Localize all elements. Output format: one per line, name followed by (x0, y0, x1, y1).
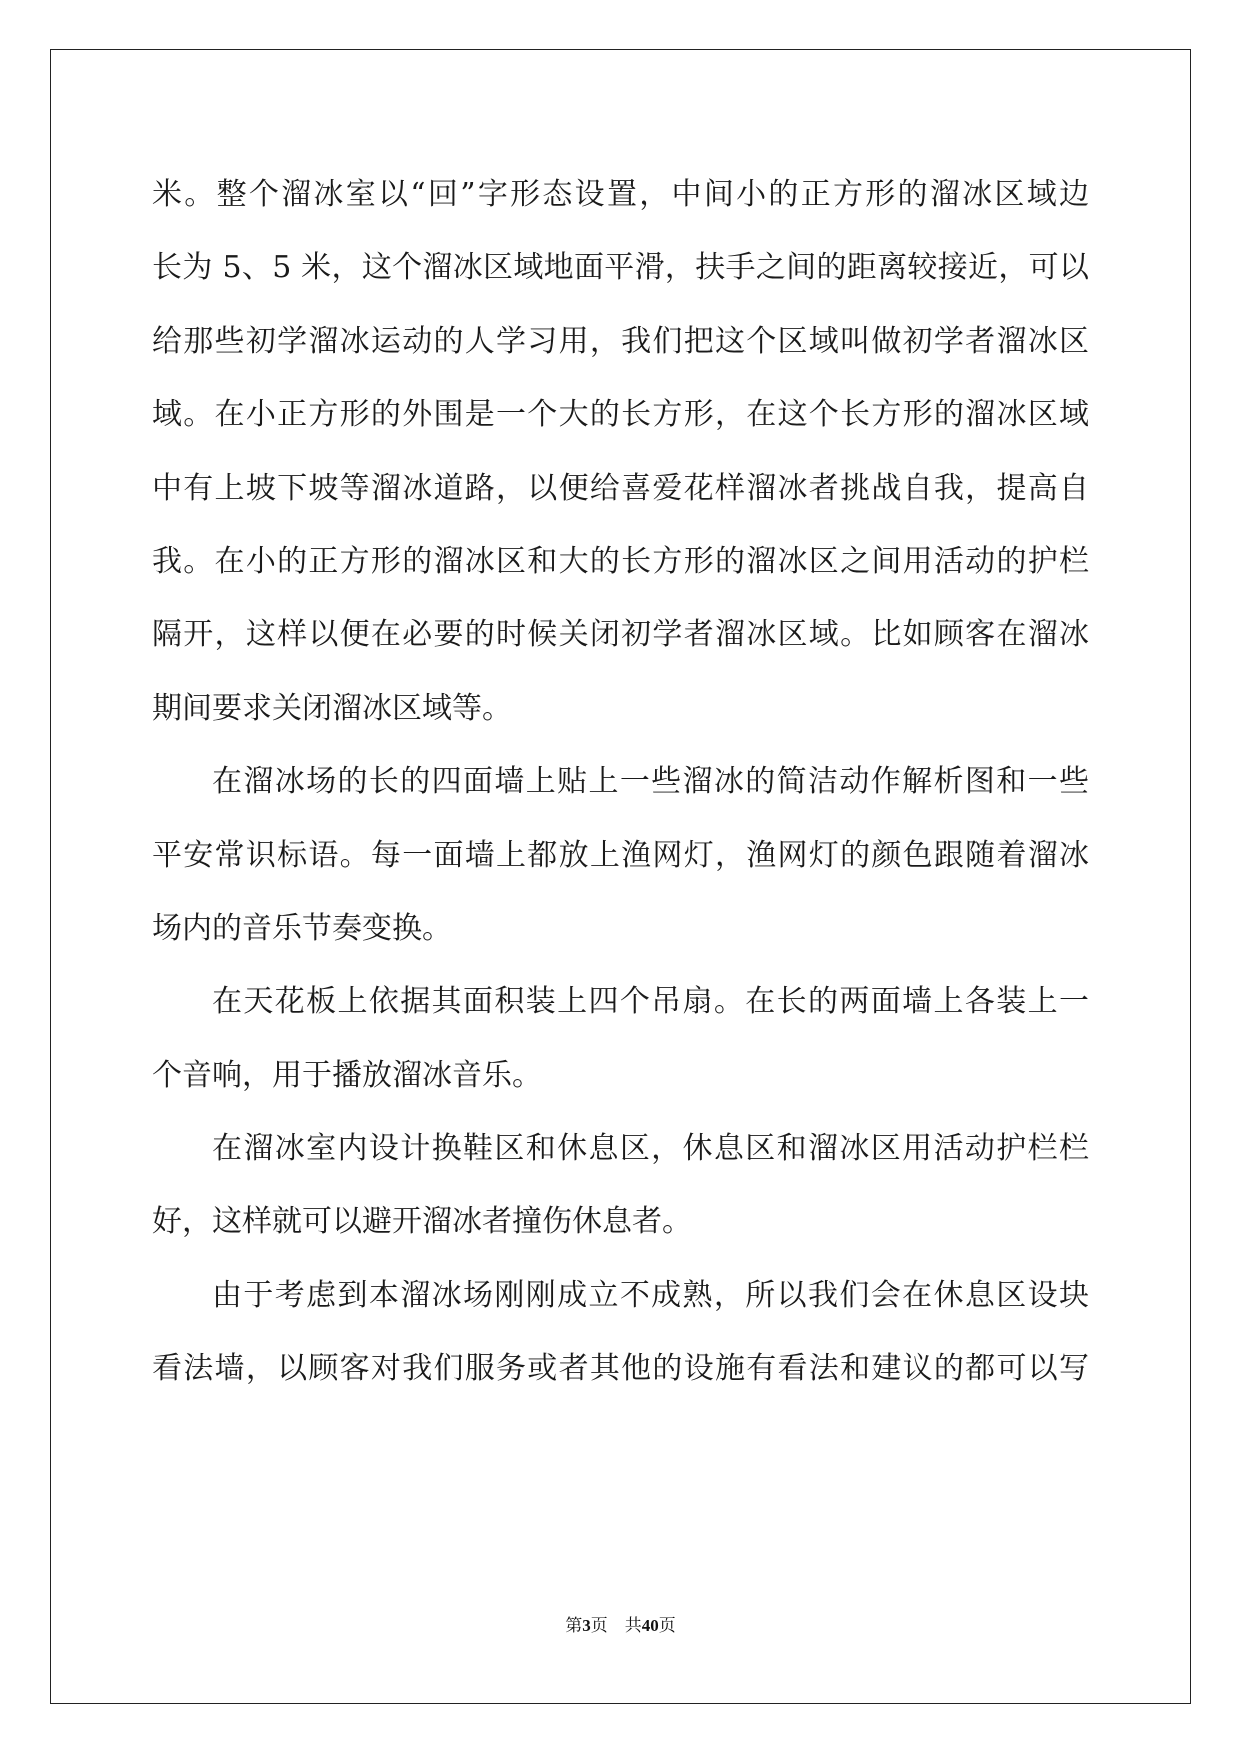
body-line: 给那些初学溜冰运动的人学习用，我们把这个区域叫做初学者溜冰区 (152, 323, 1089, 359)
body-line: 由于考虑到本溜冰场刚刚成立不成熟，所以我们会在休息区设块 (212, 1277, 1089, 1313)
body-line: 长为 5、5 米，这个溜冰区域地面平滑，扶手之间的距离较接近，可以 (152, 250, 1089, 286)
body-line: 在溜冰场的长的四面墙上贴上一些溜冰的简洁动作解析图和一些 (212, 764, 1089, 800)
body-line: 场内的音乐节奏变换。 (152, 910, 452, 946)
body-line: 在天花板上依据其面积装上四个吊扇。在长的两面墙上各装上一 (212, 984, 1089, 1020)
page-footer (0, 1611, 1241, 1636)
body-line: 期间要求关闭溜冰区域等。 (152, 690, 512, 726)
footer-total-suffix: 页 (658, 1616, 676, 1635)
body-line: 好，这样就可以避开溜冰者撞伤休息者。 (152, 1204, 692, 1240)
body-line: 域。在小正方形的外围是一个大的长方形，在这个长方形的溜冰区域 (152, 397, 1089, 433)
current-page-number: 3 (582, 1616, 591, 1635)
document-body (152, 158, 1089, 1406)
body-line: 看法墙，以顾客对我们服务或者其他的设施有看法和建议的都可以写 (152, 1351, 1089, 1387)
body-line: 中有上坡下坡等溜冰道路，以便给喜爱花样溜冰者挑战自我，提高自 (152, 470, 1089, 506)
body-line: 在溜冰室内设计换鞋区和休息区，休息区和溜冰区用活动护栏栏 (212, 1131, 1089, 1167)
footer-total-prefix: 共 (624, 1616, 642, 1635)
body-line: 个音响，用于播放溜冰音乐。 (152, 1057, 542, 1093)
footer-page-word: 页 (590, 1616, 608, 1635)
body-line: 隔开，这样以便在必要的时候关闭初学者溜冰区域。比如顾客在溜冰 (152, 617, 1089, 653)
footer-prefix: 第 (565, 1616, 583, 1635)
body-line: 米。整个溜冰室以“回”字形态设置，中间小的正方形的溜冰区域边 (152, 177, 1089, 212)
body-line: 平安常识标语。每一面墙上都放上渔网灯，渔网灯的颜色跟随着溜冰 (152, 837, 1089, 873)
total-pages-number: 40 (641, 1616, 659, 1635)
body-line: 我。在小的正方形的溜冰区和大的长方形的溜冰区之间用活动的护栏 (152, 543, 1089, 579)
